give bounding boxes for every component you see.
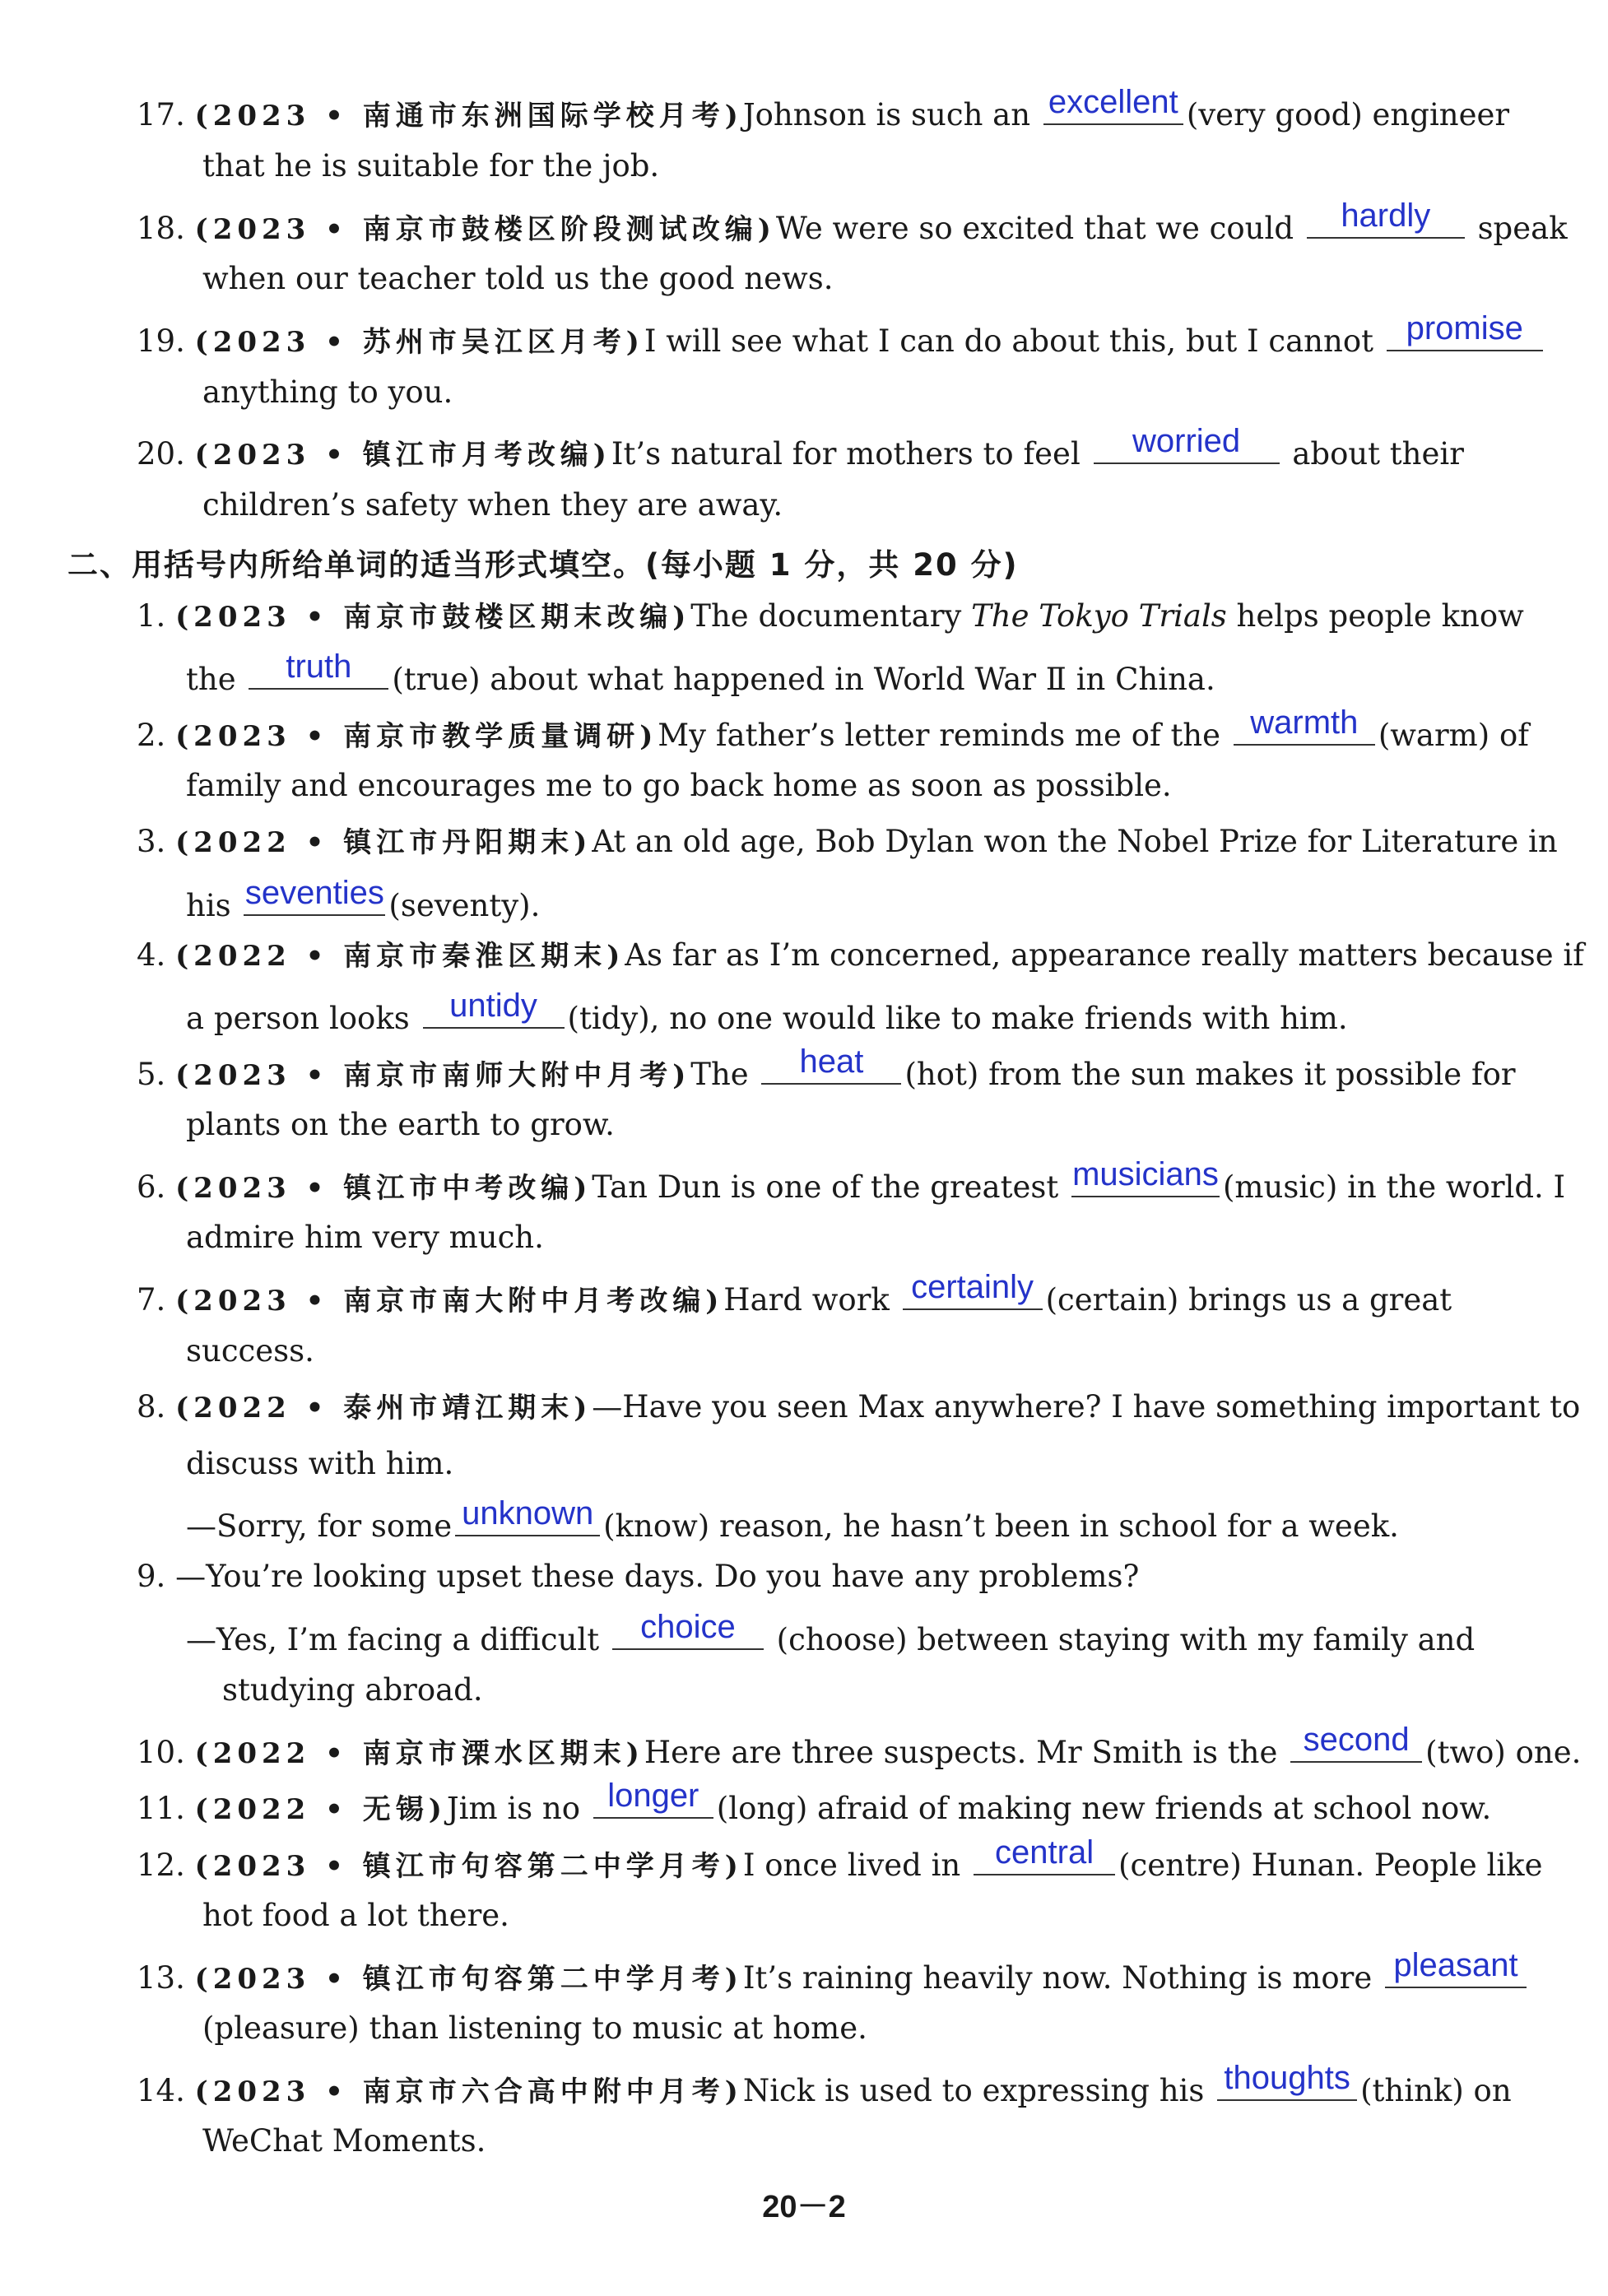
- question-3: 3. (2022 • 镇江市丹阳期末)At an old age, Bob Dylan won the Nobel Prize for Literature in: [137, 824, 1558, 859]
- question-2-line2: family and encourages me to go back home as soon as possible.: [186, 768, 1172, 803]
- question-20: 20. (2023 • 镇江市月考改编)It’s natural for mothers to feel worried about their: [137, 423, 1464, 472]
- answer-blank[interactable]: certainly: [903, 1276, 1043, 1310]
- question-4: 4. (2022 • 南京市秦淮区期末)As far as I’m concerned, appearance really matters because if: [137, 937, 1584, 973]
- question-5-line2: plants on the earth to grow.: [186, 1107, 615, 1142]
- answer-blank[interactable]: choice: [612, 1615, 764, 1650]
- question-13: 13. (2023 • 镇江市句容第二中学月考)It’s raining heavily now. Nothing is more pleasant: [137, 1954, 1530, 1996]
- question-9-line2: —Yes, I’m facing a difficult choice (choose) between staying with my family and: [186, 1609, 1476, 1657]
- question-11: 11. (2022 • 无锡)Jim is no longer (long) afraid of making new friends at school now.: [137, 1778, 1492, 1826]
- question-8-line2: discuss with him.: [186, 1446, 454, 1481]
- question-14: 14. (2023 • 南京市六合高中附中月考)Nick is used to expressing his thoughts (think) on: [137, 2060, 1512, 2108]
- question-4-line2: a person looks untidy (tidy), no one would like to make friends with him.: [186, 988, 1348, 1036]
- answer-blank[interactable]: pleasant: [1385, 1954, 1527, 1988]
- answer-blank[interactable]: worried: [1094, 430, 1280, 464]
- answer-blank[interactable]: hardly: [1307, 204, 1465, 239]
- question-18: 18. (2023 • 南京市鼓楼区阶段测试改编)We were so excited that we could hardly speak: [137, 198, 1568, 246]
- question-12: 12. (2023 • 镇江市句容第二中学月考)I once lived in central (centre) Hunan. People like: [137, 1834, 1543, 1883]
- question-1-line2: the truth (true) about what happened in World War Ⅱ in China.: [186, 648, 1215, 697]
- answer-blank[interactable]: truth: [249, 655, 388, 690]
- question-7-line2: success.: [186, 1333, 314, 1369]
- answer-blank[interactable]: thoughts: [1217, 2066, 1357, 2101]
- question-12-line2: hot food a lot there.: [202, 1898, 509, 1933]
- answer-blank[interactable]: untidy: [423, 994, 565, 1029]
- question-9: 9. —You’re looking upset these days. Do you have any problems?: [137, 1559, 1140, 1594]
- question-8: 8. (2022 • 泰州市靖江期末)—Have you seen Max anywhere? I have something important to: [137, 1389, 1581, 1425]
- question-17-line2: that he is suitable for the job.: [202, 148, 660, 184]
- question-9-line3: studying abroad.: [222, 1672, 483, 1708]
- question-10: 10. (2022 • 南京市溧水区期末)Here are three suspects. Mr Smith is the second (two) one.: [137, 1722, 1582, 1770]
- question-20-line2: children’s safety when they are away.: [202, 487, 783, 523]
- answer-blank[interactable]: promise: [1387, 317, 1543, 351]
- answer-blank[interactable]: warmth: [1234, 711, 1375, 746]
- answer-blank[interactable]: heat: [761, 1050, 901, 1085]
- question-17: 17. (2023 • 南通市东洲国际学校月考)Johnson is such an excellent (very good) engineer: [137, 84, 1510, 132]
- answer-blank[interactable]: longer: [593, 1784, 713, 1819]
- question-1: 1. (2023 • 南京市鼓楼区期末改编)The documentary The Tokyo Trials helps people know: [137, 598, 1524, 634]
- section-title: 二、用括号内所给单词的适当形式填空。(每小题 1 分，共 20 分): [67, 547, 1019, 583]
- page-number: 20－2: [762, 2190, 846, 2224]
- question-3-line2: his seventies (seventy).: [186, 875, 541, 923]
- answer-blank[interactable]: seventies: [244, 881, 385, 916]
- answer-blank[interactable]: central: [974, 1841, 1115, 1875]
- question-6-line2: admire him very much.: [186, 1220, 544, 1255]
- question-19-line2: anything to you.: [202, 374, 453, 410]
- question-18-line2: when our teacher told us the good news.: [202, 261, 834, 296]
- answer-blank[interactable]: unknown: [455, 1502, 600, 1536]
- question-8-line3: —Sorry, for some unknown (know) reason, he hasn’t been in school for a week.: [186, 1495, 1399, 1544]
- question-7: 7. (2023 • 南京市南大附中月考改编)Hard work certainly (certain) brings us a great: [137, 1269, 1452, 1318]
- question-2: 2. (2023 • 南京市教学质量调研)My father’s letter reminds me of the warmth (warm) of: [137, 704, 1529, 753]
- answer-blank[interactable]: excellent: [1043, 91, 1183, 125]
- answer-blank[interactable]: second: [1290, 1728, 1422, 1763]
- question-6: 6. (2023 • 镇江市中考改编)Tan Dun is one of the greatest musicians (music) in the world. I: [137, 1156, 1566, 1205]
- question-5: 5. (2023 • 南京市南师大附中月考)The heat (hot) from the sun makes it possible for: [137, 1043, 1516, 1092]
- question-14-line2: WeChat Moments.: [202, 2123, 486, 2159]
- question-19: 19. (2023 • 苏州市吴江区月考)I will see what I can do about this, but I cannot promise: [137, 317, 1546, 360]
- question-13-line2: (pleasure) than listening to music at home.: [202, 2010, 867, 2046]
- answer-blank[interactable]: musicians: [1071, 1163, 1220, 1197]
